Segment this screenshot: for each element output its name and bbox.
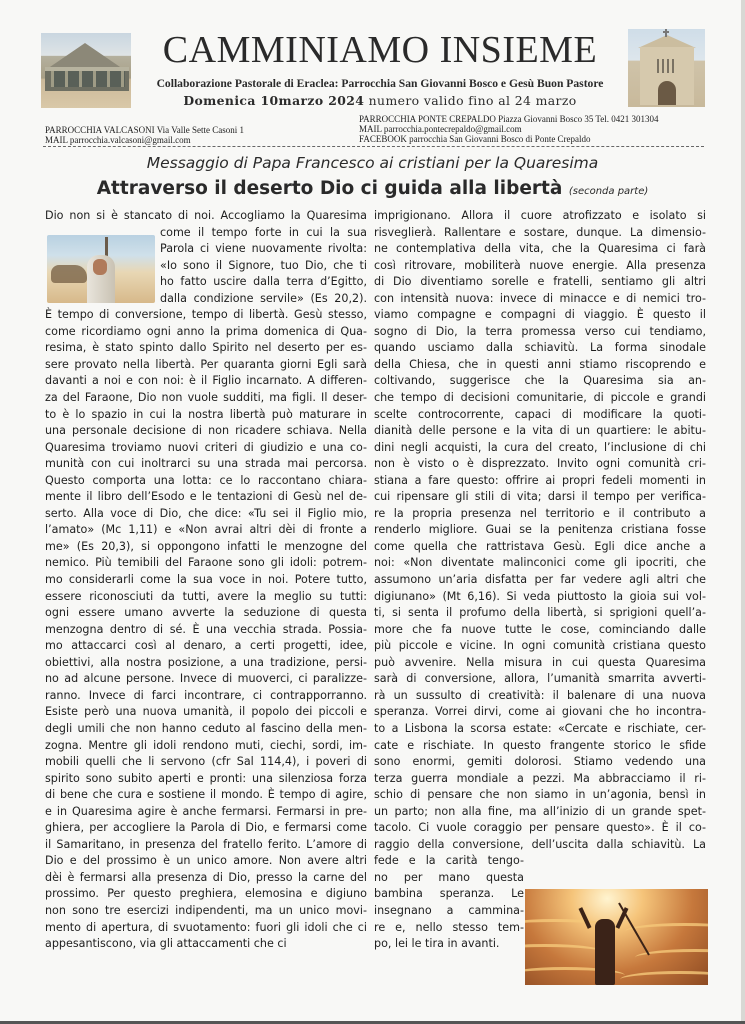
article-line: prossimo. Per questo preghiera, elemosina e digiuno	[45, 887, 367, 901]
article-line: Dio non si è stancato di noi. Accogliamo la Quaresima	[45, 209, 367, 222]
article-line: ti, si senta il profumo della libertà, si sprigioni quell’a-	[374, 606, 706, 620]
article-line: così ritrovare, mobiliterà nuove energie. Alla presenza	[374, 258, 706, 272]
article-line: schio di pensare che non siamo in un’agonia, bensì in	[374, 788, 706, 802]
article-line: può avvenire. Nella misura in cui questa Quaresima	[374, 655, 706, 669]
article-line: risveglierà. Rallentare e sostare, dunque. La dimensio-	[374, 225, 706, 239]
article-line: appesantiscono, via gli attaccamenti che ci	[45, 937, 287, 951]
article-line: come il tempo forte in cui la sua	[160, 225, 367, 239]
article-line: dianità delle persone e la vita di un quartiere: le abitu-	[374, 424, 706, 438]
article-line: un parto; non alla fine, ma all’inizio di un grande spet-	[374, 804, 706, 818]
masthead-title: CAMMINIAMO INSIEME	[162, 29, 598, 71]
article-line: l’amato» (Mc 1,11) e «Non avrai altri dèi di fronte a	[45, 523, 367, 537]
article-line: bambina speranza. Le	[374, 887, 524, 901]
article-line: sere provato nella libertà. Per quaranta giorni Egli sarà	[45, 357, 367, 371]
article-line: mobili quelli che li servono (cfr Sal 114,4), i poveri di	[45, 755, 367, 769]
issue-validity: numero valido fino al 24 marzo	[364, 93, 577, 108]
valcasoni-email[interactable]: MAIL parrocchia.valcasoni@gmail.com	[45, 135, 191, 145]
headline-note: (seconda parte)	[568, 186, 649, 197]
article-line: degli umili che non hanno ceduto al fascino della men-	[45, 721, 367, 735]
article-line: po, lei le tira in avanti.	[374, 937, 500, 951]
ponte-crepaldo-address: PARROCCHIA PONTE CREPALDO Piazza Giovanni Bosco 35 Tel. 0421 301304	[359, 114, 659, 124]
contact-valcasoni	[45, 125, 244, 145]
article-line: quando usciamo dalla schiavitù. La forma sinodale	[374, 341, 706, 355]
article-line: to è lo spazio in cui la nostra libertà può maturare in	[45, 407, 367, 421]
article-line: Dio e del prossimo è un unico amore. Non avere altri	[45, 854, 367, 868]
article-line: spirito sono subito aperti e pronti: una silenziosa forza	[45, 771, 367, 785]
article-line: Questo comporta una lotta: ce lo raccontano chiara-	[45, 473, 367, 487]
header-divider	[43, 146, 704, 147]
article-line: di Dio diventiamo sorelle e fratelli, sentiamo gli altri	[374, 275, 706, 289]
article-line: imprigionano. Allora il cuore atrofizzato e isolato si	[374, 209, 706, 222]
article-line: more che fa nuove tutte le cose, cominciando dalle	[374, 622, 706, 636]
article-line: Esiste però una nuova umanità, il popolo dei piccoli e	[45, 705, 367, 719]
article-line: di bene che cura e sostiene il mondo. È tempo di agire,	[45, 788, 367, 802]
issue-date: Domenica 10marzo 2024	[183, 93, 365, 108]
article-kicker: Messaggio di Papa Francesco ai cristiani per la Quaresima	[146, 154, 599, 172]
article-line: davanti a noi e con noi: è il Figlio incarnato. A differen-	[45, 374, 367, 388]
article-line: Parola ci viene nuovamente rivolta:	[160, 242, 367, 256]
article-line: menzogna dentro di sé. È una vecchia strada. Possia-	[45, 622, 367, 636]
article-line: Quaresima troviamo nuovi criteri di giudizio e una co-	[45, 440, 367, 454]
article-line: il Samaritano, in presenza del fratello ferito. L’amore di	[45, 837, 367, 851]
article-line: essere riconosciuti da tutti, avere la meglio su tutti:	[45, 589, 367, 603]
article-line: sono enormi, gemiti dolorosi. Stiamo vedendo una	[374, 755, 706, 769]
article-column-right	[374, 208, 706, 953]
article-line: non è visto o è disprezzato. Invito ogni comunità cri-	[374, 457, 706, 471]
article-line: raggio della conversione, dell’uscita dalla schiavitù. La	[374, 837, 706, 851]
article-line: È tempo di conversione, tempo di libertà. Gesù stesso,	[45, 308, 367, 322]
church-valcasoni-photo	[41, 33, 131, 108]
article-line: ne contemplativa della vita, che la Quaresima ci farà	[374, 242, 706, 256]
issue-dateline	[140, 93, 620, 108]
article-line: dini negli acquisti, la cura del creato, l’inclusione di chi	[374, 440, 706, 454]
article-line: coltivando, suggerisce che la Quaresima sia an-	[374, 374, 706, 388]
article-line: dèi è fermarsi alla presenza di Dio, presso la carne del	[45, 870, 367, 884]
article-line: mo considerarli come la sua voce in noi. Potere tutto,	[45, 573, 367, 587]
article-line: della Chiesa, che in questi anni stiamo riscoprendo e	[374, 357, 706, 371]
article-line: sogno di Dio, la terra promessa verso cui tendiamo,	[374, 324, 706, 338]
article-line: speranza. Vorrei dirvi, come ai giovani che ho incontra-	[374, 705, 706, 719]
page-edge	[741, 0, 745, 1024]
article-line: tacolo. Ci vuole coraggio per pensare questo». È il co-	[374, 821, 706, 835]
article-line: e in Quaresima agire è anche fermarsi. Fermarsi in pre-	[45, 804, 367, 818]
article-line: con intensità nuova: invece di minacce e di nemici tro-	[374, 291, 706, 305]
article-line: una personale decisione di non ricadere schiava. Nella	[45, 424, 367, 438]
article-line: resima, è stato spinto dallo Spirito nel deserto per es-	[45, 341, 367, 355]
article-line: digiunano» (Mt 6,16). Si veda piuttosto la gioia sui vol-	[374, 589, 706, 603]
moses-parting-sea-illustration	[525, 889, 708, 985]
article-line: cate e rischiate. In questo frangente storico le sfide	[374, 738, 706, 752]
article-line: non sono tre esercizi indipendenti, ma un unico movi-	[45, 903, 367, 917]
ponte-crepaldo-facebook[interactable]: FACEBOOK parrocchia San Giovanni Bosco di Ponte Crepaldo	[359, 134, 591, 144]
article-line: più piccole e vicine. In ogni comunità cristiana questo	[374, 639, 706, 653]
article-line: che tempo di decisioni comunitarie, di piccole e grandi	[374, 391, 706, 405]
article-line: obiettivi, alla nostra posizione, a una tradizione, persi-	[45, 655, 367, 669]
ponte-crepaldo-email[interactable]: MAIL parrocchia.pontecrepaldo@gmail.com	[359, 124, 522, 134]
article-line: stiana a fare questo: offrire ai propri fedeli momenti in	[374, 473, 706, 487]
contact-ponte-crepaldo	[359, 114, 659, 144]
article-line: terza guerra mondiale a pezzi. Ma abbracciamo il ri-	[374, 771, 706, 785]
article-line: ranno. Invece di farci incontrare, ci contrapporranno.	[45, 688, 367, 702]
article-line: re la propria presenza nel territorio e il contributo a	[374, 506, 706, 520]
article-line: mento di apertura, di svuotamento: fuori gli idoli che ci	[45, 920, 367, 934]
masthead-subtitle: Collaborazione Pastorale di Eraclea: Parrocchia San Giovanni Bosco e Gesù Buon Pastore	[156, 77, 604, 90]
church-ponte-crepaldo-photo	[628, 29, 705, 107]
article-line: munità con cui inoltrarci su una strada mai percorsa.	[45, 457, 367, 471]
article-line: serto. Alla voce di Dio, che dice: «Tu sei il Figlio mio,	[45, 506, 367, 520]
article-line: re e, nello stesso tem-	[374, 920, 524, 934]
article-line: zogna. Mentre gli idoli rendono muti, ciechi, sordi, im-	[45, 738, 367, 752]
article-line: nemico. Più temibili del Faraone sono gli idoli: potrem-	[45, 556, 367, 570]
article-line: me» (Es 20,3), si oppongono infatti le menzogne del	[45, 539, 367, 553]
article-line: no per mano questa	[374, 870, 524, 884]
article-line: ho fatto uscire dalla terra d’Egitto,	[160, 275, 367, 289]
article-line: «Io sono il Signore, tuo Dio, che ti	[160, 258, 367, 272]
article-headline	[40, 178, 705, 199]
article-line: noi: «Non diventate malinconici come gli ipocriti, che	[374, 556, 706, 570]
article-line: mente il libro dell’Esodo e le tentazioni di Gesù nel de-	[45, 490, 367, 504]
article-line: no ad alcune persone. Invece di muoverci, ci paralizze-	[45, 672, 367, 686]
article-line: fede e la carità tengo-	[374, 854, 524, 868]
article-line: to a Lisbona la scorsa estate: «Cercate e rischiate, cer-	[374, 721, 706, 735]
article-line: cui ripensare gli stili di vita; darsi il tempo per verifica-	[374, 490, 706, 504]
headline-text: Attraverso il deserto Dio ci guida alla libertà	[96, 178, 563, 199]
article-line: renderlo migliore. Guai se la penitenza cristiana fosse	[374, 523, 706, 537]
article-line: dalla condizione servile» (Es 20,2).	[160, 291, 367, 305]
article-line: za del Faraone, Dio non vuole sudditi, ma figli. Il deser-	[45, 391, 367, 405]
article-line: viamo compagne e compagni di viaggio. È questo il	[374, 308, 706, 322]
article-line: scelte controcorrente, capaci di modificare la quoti-	[374, 407, 706, 421]
article-line: mo attaccarci così al denaro, a certi progetti, idee,	[45, 639, 367, 653]
valcasoni-address: PARROCCHIA VALCASONI Via Valle Sette Casoni 1	[45, 125, 244, 135]
article-line: ogni essere umano avverte la seduzione di questa	[45, 606, 367, 620]
article-line: come quella che rattristava Gesù. Egli dice anche a	[374, 539, 706, 553]
article-line: ghiera, per accogliere la Parola di Dio, e fermarsi come	[45, 821, 367, 835]
article-line: come ricordiamo ogni anno la prima domenica di Qua-	[45, 324, 367, 338]
article-line: assumono un’aria disfatta per far vedere agli altri che	[374, 573, 706, 587]
article-line: insegnano a cammina-	[374, 903, 524, 917]
article-column-left	[45, 208, 367, 953]
article-line: rà un sussulto di creatività: il balenare di una nuova	[374, 688, 706, 702]
article-line: sarà di conversione, allora, l’umanità smarrita avverti-	[374, 672, 706, 686]
